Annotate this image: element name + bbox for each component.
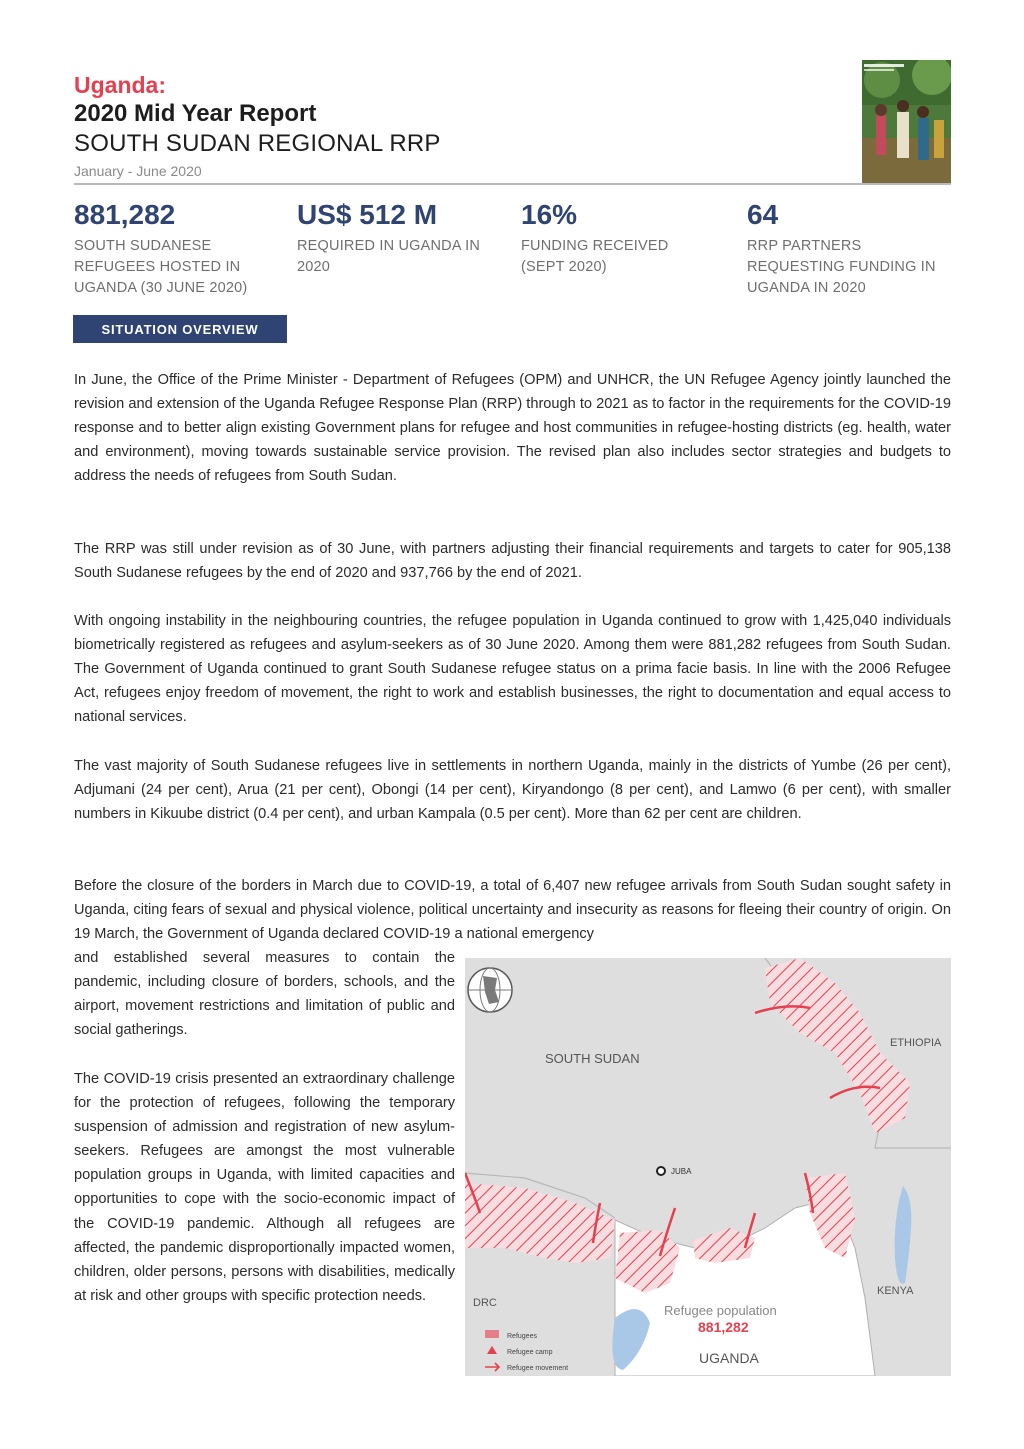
stat-value: US$ 512 M: [297, 199, 438, 230]
report-title: 2020 Mid Year Report: [74, 100, 317, 127]
section-header-situation-overview: SITUATION OVERVIEW: [73, 315, 287, 343]
report-subtitle: SOUTH SUDAN REGIONAL RRP: [74, 130, 441, 157]
stat-value: 64: [747, 199, 779, 230]
map-label-south-sudan: SOUTH SUDAN: [545, 1051, 640, 1066]
cover-photo-thumbnail: [862, 60, 951, 183]
stat-required-funding: [297, 198, 507, 278]
paragraph: The RRP was still under revision as of 30 June, with partners adjusting their financial requirements and targets to cater for 905,138 South Sudanese refugees by the end of 2020 and 937,766 by the end of 2021.: [74, 541, 951, 582]
country-heading: Uganda:: [74, 72, 166, 98]
paragraph: and established several measures to contain the pandemic, including closure of borders, schools, and the airport, movement restrictions and limitation of public and social gatherings.: [74, 950, 455, 1039]
legend-refugees-swatch: [485, 1330, 499, 1338]
stat-refugees-hosted: [74, 198, 284, 299]
map-label-drc: DRC: [473, 1297, 497, 1309]
report-period: January - June 2020: [74, 163, 202, 179]
stat-label: FUNDING RECEIVED (SEPT 2020): [521, 238, 669, 275]
header-divider: [74, 183, 951, 185]
stat-label: REQUIRED IN UGANDA IN 2020: [297, 238, 481, 275]
legend-camp-label: Refugee camp: [507, 1349, 553, 1356]
stat-label: RRP PARTNERS REQUESTING FUNDING IN UGANDA IN 2020: [747, 238, 936, 296]
legend-refugees-label: Refugees: [507, 1333, 537, 1340]
paragraph: The vast majority of South Sudanese refugees live in settlements in northern Uganda, mainly in the districts of Yumbe (26 per cent), Adjumani (24 per cent), Arua (21 per cent), Obongi (14 per cent), Kiryandongo (8 per cent), and Lamwo (6 per cent), with smaller numbers in Kikuube district (0.4 per cent), and urban Kampala (0.5 per cent). More than 62 per cent are children.: [74, 758, 951, 823]
stat-rrp-partners: [747, 198, 957, 299]
paragraph: In June, the Office of the Prime Minister - Department of Refugees (OPM) and UNHCR, the UN Refugee Agency jointly launched the revision and extension of the Uganda Refugee Response Plan (RRP) through to 2021 as to factor in the requirements for the COVID-19 response and to better align existing Government plans for refugee and host communities in refugee-hosting districts (eg. health, water and environment), moving towards sustainable service provision. The revised plan also includes sector strategies and budgets to address the needs of refugees from South Sudan.: [74, 372, 951, 485]
paragraph: The COVID-19 crisis presented an extraordinary challenge for the protection of refugees, following the temporary suspension of admission and registration of new asylum-seekers. Refugees are amongst the most vulnerable population groups in Uganda, with limited capacities and opportunities to cope with the socio-economic impact of the COVID-19 pandemic. Although all refugees are affected, the pandemic disproportionally impacted women, children, older persons, persons with disabilities, medically at risk and other groups with specific protection needs.: [74, 1071, 455, 1304]
stat-label: SOUTH SUDANESE REFUGEES HOSTED IN UGANDA (30 JUNE 2020): [74, 238, 248, 296]
globe-icon: [468, 968, 512, 1012]
map-label-uganda: UGANDA: [699, 1350, 759, 1366]
legend-movement-label: Refugee movement: [507, 1365, 569, 1372]
stat-value: 16%: [521, 199, 578, 230]
paragraph: With ongoing instability in the neighbouring countries, the refugee population in Uganda continued to grow with 1,425,040 individuals biometrically registered as refugees and asylum-seekers as of 30 June 2020. Among them were 881,282 refugees from South Sudan. The Government of Uganda continued to grant South Sudanese refugee status on a prima facie basis. In line with the 2006 Refugee Act, refugees enjoy freedom of movement, the right to work and establish businesses, the right to documentation and equal access to national services.: [74, 613, 951, 726]
refugee-map: [465, 958, 951, 1376]
paragraph: Before the closure of the borders in March due to COVID-19, a total of 6,407 new refugee arrivals from South Sudan sought safety in Uganda, citing fears of sexual and physical violence, political uncertainty and insecurity as reasons for fleeing their country of origin. On 19 March, the Government of Uganda declared COVID-19 a national emergency: [74, 878, 951, 943]
stat-value: 881,282: [74, 199, 176, 230]
map-label-ethiopia: ETHIOPIA: [890, 1037, 942, 1049]
refugee-population-label: Refugee population: [664, 1303, 777, 1318]
map-label-juba: JUBA: [671, 1167, 692, 1176]
stat-funding-received: [521, 198, 731, 278]
juba-marker-icon: [657, 1167, 665, 1175]
refugee-population-value: 881,282: [698, 1319, 749, 1335]
map-label-kenya: KENYA: [877, 1285, 914, 1297]
